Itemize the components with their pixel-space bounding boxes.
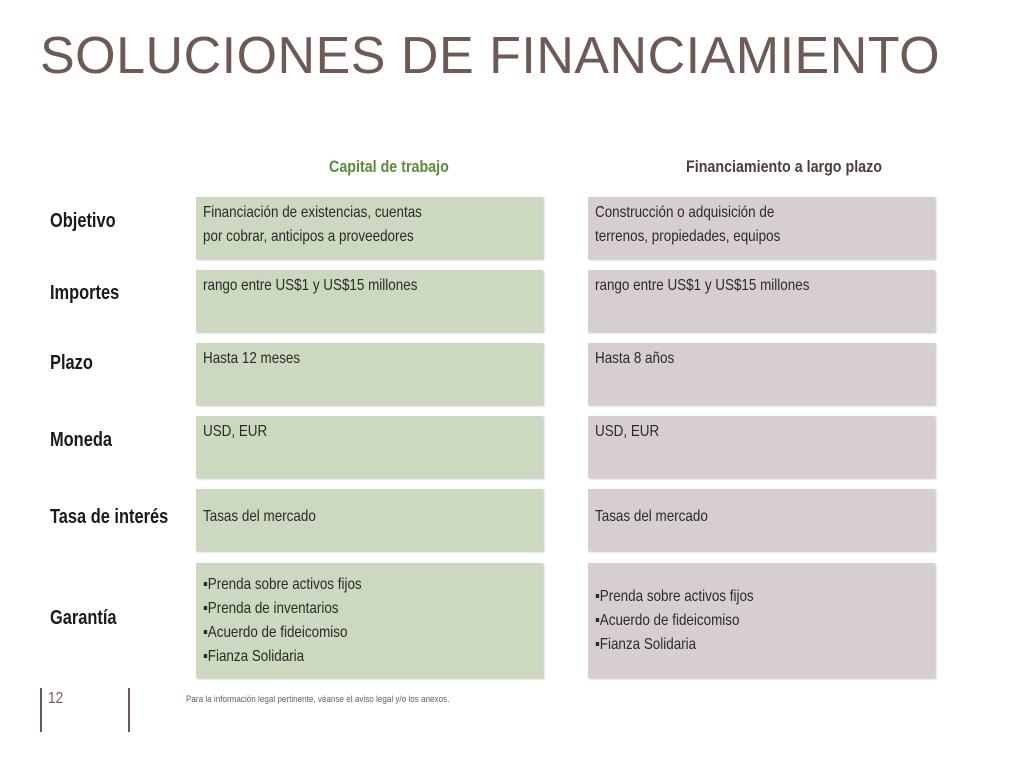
cell-importes-working-capital [196,270,543,332]
cell-text: USD, EUR [203,423,268,440]
cell-tasa-working-capital [196,489,543,551]
list-item: ▪Prenda de inventarios [203,599,339,617]
cell-moneda-working-capital [196,416,543,478]
footer-divider-right [128,688,130,732]
row-label-plazo: Plazo [50,352,93,374]
cell-garantia-long-term [588,563,935,678]
cell-moneda-long-term [588,416,935,478]
footer-divider-left [40,688,42,732]
cell-plazo-working-capital [196,343,543,405]
page-title: SOLUCIONES DE FINANCIAMIENTO [40,27,941,85]
cell-plazo-long-term [588,343,935,405]
cell-objetivo-working-capital [196,197,543,259]
cell-garantia-working-capital [196,563,543,678]
cell-text: USD, EUR [595,423,660,440]
cell-text: Hasta 8 años [595,350,675,367]
cell-tasa-long-term [588,489,935,551]
list-item: ▪Prenda sobre activos fijos [203,575,362,593]
list-item: ▪Fianza Solidaria [203,647,305,665]
row-label-moneda: Moneda [50,429,112,451]
cell-line: Financiación de existencias, cuentas [203,204,422,221]
row-label-objetivo: Objetivo [50,210,116,232]
column-header-working-capital: Capital de trabajo [329,157,449,176]
cell-text: Tasas del mercado [203,508,316,525]
cell-text: Tasas del mercado [595,508,708,525]
cell-importes-long-term [588,270,935,332]
list-item: ▪Prenda sobre activos fijos [595,587,754,605]
cell-objetivo-long-term [588,197,935,259]
cell-line: por cobrar, anticipos a proveedores [203,228,414,245]
row-label-garantia: Garantía [50,607,117,629]
cell-line: terrenos, propiedades, equipos [595,228,781,245]
page-number: 12 [48,690,64,707]
list-item: ▪Acuerdo de fideicomiso [203,623,348,641]
cell-text: Hasta 12 meses [203,350,301,367]
cell-line: Construcción o adquisición de [595,204,775,221]
column-header-long-term: Financiamiento a largo plazo [686,157,882,176]
legal-note: Para la información legal pertinente, véanse el aviso legal y/o los anexos. [186,694,450,704]
cell-text: rango entre US$1 y US$15 millones [203,277,418,294]
list-item: ▪Fianza Solidaria [595,635,697,653]
list-item: ▪Acuerdo de fideicomiso [595,611,740,629]
cell-text: rango entre US$1 y US$15 millones [595,277,810,294]
row-label-tasa: Tasa de interés [50,506,169,528]
row-label-importes: Importes [50,282,120,304]
